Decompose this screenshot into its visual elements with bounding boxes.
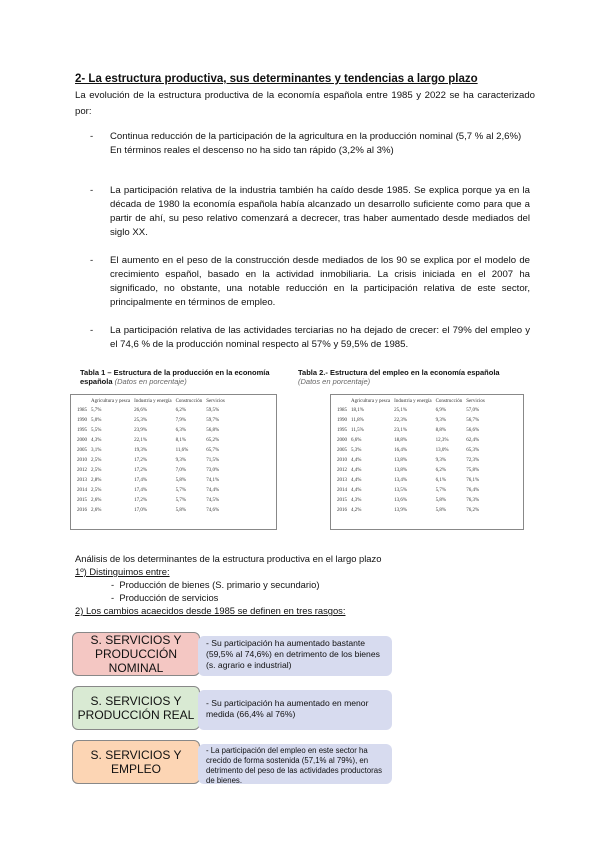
table-cell: 2015 xyxy=(77,497,87,503)
table-cell: 3,1% xyxy=(91,447,102,453)
table-cell: 65,7% xyxy=(206,447,220,453)
table-cell: 1985 xyxy=(77,407,87,413)
box-row-employment xyxy=(72,740,392,784)
table-cell: 13,8% xyxy=(394,457,408,463)
table-row xyxy=(335,435,487,445)
table-cell: 16,4% xyxy=(394,447,408,453)
table-cell: 2013 xyxy=(337,477,347,483)
table1-caption: Tabla 1 – Estructura de la producción en la economía española (Datos en porcentaje) xyxy=(80,368,270,386)
table-row xyxy=(75,485,227,495)
table-cell: 2,5% xyxy=(91,467,102,473)
table-cell: 2000 xyxy=(337,437,347,443)
table-cell: 5,0% xyxy=(91,417,102,423)
table-cell: 72,3% xyxy=(466,457,480,463)
table-cell: 25,1% xyxy=(394,407,408,413)
table-row xyxy=(75,445,227,455)
table-cell: 1995 xyxy=(337,427,347,433)
table-row xyxy=(335,405,487,415)
table-cell: 2,6% xyxy=(91,497,102,503)
table-cell: 19,3% xyxy=(134,447,148,453)
box-row-real xyxy=(72,686,392,730)
table-row xyxy=(335,445,487,455)
label-box: S. SERVICIOS Y EMPLEO xyxy=(72,740,200,784)
table-cell: 2005 xyxy=(77,447,87,453)
table-cell: 25,3% xyxy=(134,417,148,423)
bullet-text: Continua reducción de la participación de la agricultura en la producción nominal (5,7 % al 2,6%) En términos reales el descenso no ha sido tan rápido (3,2% al 3%) xyxy=(110,131,522,156)
table-cell: 8,8% xyxy=(435,427,446,433)
table-cell: 17,2% xyxy=(134,497,148,503)
column-header: Servicios xyxy=(466,399,485,404)
table-cell: 74,5% xyxy=(206,497,220,503)
table-cell: 7,0% xyxy=(175,467,186,473)
table-cell: 2012 xyxy=(337,467,347,473)
table-row xyxy=(75,405,227,415)
table-cell: 1985 xyxy=(337,407,347,413)
table-cell: 2,5% xyxy=(91,487,102,493)
table2-caption: Tabla 2.- Estructura del empleo en la economía española (Datos en porcentaje) xyxy=(298,368,500,386)
table-cell: 5,7% xyxy=(175,487,186,493)
table-cell: 2,5% xyxy=(91,457,102,463)
table-row xyxy=(75,465,227,475)
table-cell: 73,0% xyxy=(206,467,220,473)
column-header: Agricultura y pesca xyxy=(91,399,131,404)
table-cell: 2014 xyxy=(77,487,87,493)
table-cell: 26,6% xyxy=(134,407,148,413)
bullet-text: La participación relativa de las actividades terciarias no ha dejado de crecer: el 79% del empleo y el 74,6 % de la producción nominal respecto al 57% y 59,5% de 1985. xyxy=(110,325,530,350)
table-row xyxy=(335,425,487,435)
table-row xyxy=(75,435,227,445)
table-cell: 23,1% xyxy=(394,427,408,433)
table-row xyxy=(335,495,487,505)
table-cell: 5,7% xyxy=(91,407,102,413)
table-cell: 6,9% xyxy=(435,407,446,413)
item-goods: - Producción de bienes (S. primario y secundario) xyxy=(111,579,320,590)
table-cell: 5,3% xyxy=(351,447,362,453)
table-cell: 13,9% xyxy=(394,507,408,513)
table-row xyxy=(335,415,487,425)
label-box: S. SERVICIOS Y PRODUCCIÓN NOMINAL xyxy=(72,632,200,676)
table-cell: 13,5% xyxy=(394,487,408,493)
table-cell: 5,8% xyxy=(175,507,186,513)
item-services: - Producción de servicios xyxy=(111,592,219,603)
table-cell: 12,3% xyxy=(435,437,449,443)
column-header: Construcción xyxy=(175,399,203,404)
table-row xyxy=(75,455,227,465)
bullet-text: La participación relativa de la industria también ha caído desde 1985. Se explica porque ya en la década de 1980 la economía española había alcanzado un desarrollo suficiente como para que a partir de ahí, su peso relativo comenzará a decrecer, tras haber aumentado desde mediados del siglo XX. xyxy=(110,185,530,238)
table-cell: 2005 xyxy=(337,447,347,453)
table-cell: 4,4% xyxy=(351,467,362,473)
table-cell: 8,1% xyxy=(175,437,186,443)
table-cell: 9,3% xyxy=(435,457,446,463)
table-cell: 5,5% xyxy=(91,427,102,433)
table-cell: 2000 xyxy=(77,437,87,443)
column-header: Construcción xyxy=(435,399,463,404)
table-cell: 18,8% xyxy=(394,437,408,443)
table-cell: 4,3% xyxy=(351,497,362,503)
table1-box xyxy=(70,394,277,530)
table-cell: 1990 xyxy=(337,417,347,423)
table-cell: 11,8% xyxy=(351,417,364,423)
table1 xyxy=(75,399,227,515)
table-cell: 2010 xyxy=(77,457,87,463)
table-cell: 1995 xyxy=(77,427,87,433)
table-row xyxy=(75,415,227,425)
table-cell: 74,1% xyxy=(206,477,220,483)
table-cell: 11,6% xyxy=(175,447,189,453)
table-cell: 57,0% xyxy=(466,407,480,413)
table-cell: 65,3% xyxy=(466,447,480,453)
table-cell: 75,8% xyxy=(466,467,480,473)
table-cell: 22,3% xyxy=(394,417,408,423)
table-cell: 17,2% xyxy=(134,457,148,463)
table-cell: 6,2% xyxy=(435,467,446,473)
table-cell: 5,8% xyxy=(435,497,446,503)
table-cell: 9,3% xyxy=(175,457,186,463)
description-box: - Su participación ha aumentado en menor medida (66,4% al 76%) xyxy=(198,690,392,730)
table-row xyxy=(75,425,227,435)
table-cell: 17,4% xyxy=(134,487,148,493)
table-cell: 5,8% xyxy=(175,477,186,483)
analysis-section xyxy=(75,552,535,617)
table-cell: 4,3% xyxy=(91,437,102,443)
table-cell: 76,1% xyxy=(466,477,480,483)
description-box: - Su participación ha aumentado bastante (59,5% al 74,6%) en detrimento de los bienes (s. agrario e industrial) xyxy=(198,636,392,676)
table-cell: 2015 xyxy=(337,497,347,503)
table-cell: 11,5% xyxy=(351,427,364,433)
table-row xyxy=(75,505,227,515)
box-row-nominal xyxy=(72,632,392,676)
table-cell: 4,4% xyxy=(351,487,362,493)
table-cell: 2014 xyxy=(337,487,347,493)
table-row xyxy=(335,455,487,465)
table-cell: 13,6% xyxy=(394,497,408,503)
table-cell: 2,8% xyxy=(91,477,102,483)
table-cell: 2012 xyxy=(77,467,87,473)
table-cell: 2016 xyxy=(77,507,87,513)
table-cell: 6,6% xyxy=(351,437,362,443)
table-cell: 13,4% xyxy=(394,477,408,483)
table-cell: 74,6% xyxy=(206,507,220,513)
table-cell: 2,6% xyxy=(91,507,102,513)
table-cell: 4,2% xyxy=(351,507,362,513)
second-point: 2) Los cambios acaecidos desde 1985 se definen en tres rasgos: xyxy=(75,605,346,616)
column-header: Agricultura y pesca xyxy=(351,399,391,404)
table-cell: 2010 xyxy=(337,457,347,463)
table-cell: 17,4% xyxy=(134,477,148,483)
table-cell: 76,2% xyxy=(466,507,480,513)
table-row xyxy=(75,495,227,505)
description-box: - La participación del empleo en este sector ha crecido de forma sostenida (57,1% al 79%), en detrimento del peso de las actividades productoras de bienes. xyxy=(198,744,392,784)
table-cell: 2013 xyxy=(77,477,87,483)
table-cell: 7,9% xyxy=(175,417,186,423)
table-row xyxy=(335,505,487,515)
table2 xyxy=(335,399,487,515)
table-cell: 9,3% xyxy=(435,417,446,423)
intro-paragraph: La evolución de la estructura productiva de la economía española entre 1985 y 2022 se ha caracterizado por: xyxy=(75,90,535,117)
table-cell: 4,4% xyxy=(351,477,362,483)
table-cell: 5,8% xyxy=(435,507,446,513)
table-cell: 65,2% xyxy=(206,437,220,443)
table-row xyxy=(335,465,487,475)
table-row xyxy=(75,475,227,485)
table-cell: 76,3% xyxy=(466,497,480,503)
table-cell: 59,5% xyxy=(206,407,220,413)
column-header: Industria y energía xyxy=(394,399,432,404)
table-cell: 18,1% xyxy=(351,407,364,413)
table-cell: 5,7% xyxy=(175,497,186,503)
table-cell: 23,9% xyxy=(134,427,148,433)
table-cell: 56,7% xyxy=(466,417,480,423)
table-cell: 76,4% xyxy=(466,487,480,493)
table2-box xyxy=(330,394,524,530)
table-cell: 56,6% xyxy=(466,427,480,433)
table-cell: 59,7% xyxy=(206,417,220,423)
bullet-text: El aumento en el peso de la construcción desde mediados de los 90 se explica por el modelo de crecimiento español, basado en la actividad inmobiliaria. La crisis iniciada en el 2007 ha significado, no obstante, una notable reducción en la participación relativa de este sector, principalmente en términos de empleo. xyxy=(110,255,530,308)
table-cell: 22,1% xyxy=(134,437,148,443)
section-heading: 2- La estructura productiva, sus determinantes y tendencias a largo plazo xyxy=(75,73,478,85)
column-header: Industria y energía xyxy=(134,399,172,404)
table-cell: 62,4% xyxy=(466,437,480,443)
table-cell: 13,0% xyxy=(435,447,449,453)
bullet-extra: En términos reales el descenso no ha sido tan rápido (3,2% al 3%) xyxy=(110,145,394,156)
table-cell: 56,8% xyxy=(206,427,220,433)
column-header: Servicios xyxy=(206,399,225,404)
table-cell: 6,1% xyxy=(435,477,446,483)
table-row xyxy=(335,475,487,485)
analysis-title: Análisis de los determinantes de la estructura productiva en el largo plazo xyxy=(75,553,382,564)
table-cell: 6,2% xyxy=(175,407,186,413)
table-cell: 13,8% xyxy=(394,467,408,473)
first-point: 1º) Distinguimos entre: xyxy=(75,566,170,577)
table-row xyxy=(335,485,487,495)
label-box: S. SERVICIOS Y PRODUCCIÓN REAL xyxy=(72,686,200,730)
table-cell: 74,4% xyxy=(206,487,220,493)
table-cell: 5,7% xyxy=(435,487,446,493)
table-cell: 6,3% xyxy=(175,427,186,433)
table-cell: 71,5% xyxy=(206,457,220,463)
table-cell: 4,4% xyxy=(351,457,362,463)
table-cell: 17,0% xyxy=(134,507,148,513)
table-cell: 2016 xyxy=(337,507,347,513)
table-cell: 17,2% xyxy=(134,467,148,473)
table-cell: 1990 xyxy=(77,417,87,423)
